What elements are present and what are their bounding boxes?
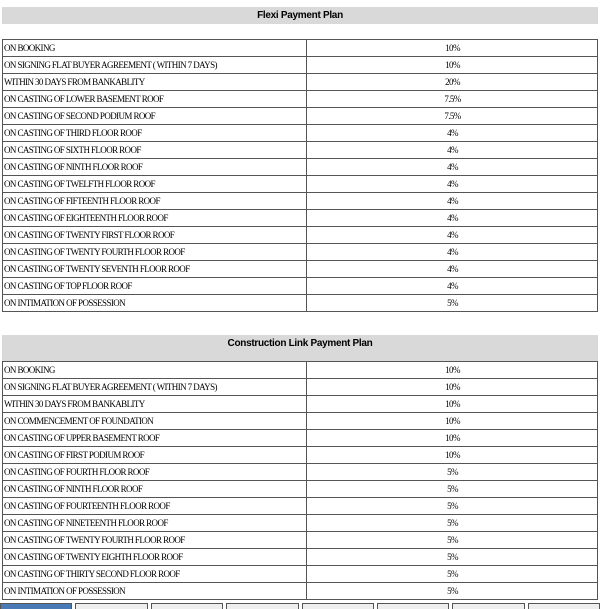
table-row [3,40,598,57]
installment-percent: 4% [307,159,598,176]
table-row [3,125,598,142]
payment-stage: ON INTIMATION OF POSSESSION [3,295,307,312]
installment-percent: 5% [307,549,598,566]
installment-percent: 5% [307,498,598,515]
installment-percent: 10% [307,57,598,74]
payment-stage: WITHIN 30 DAYS FROM BANKABLITY [3,396,307,413]
payment-stage: ON CASTING OF THIRD FLOOR ROOF [3,125,307,142]
payment-stage: WITHIN 30 DAYS FROM BANKABLITY [3,74,307,91]
payment-stage: ON CASTING OF UPPER BASEMENT ROOF [3,430,307,447]
table-row [3,261,598,278]
installment-percent: 4% [307,278,598,295]
payment-stage: ON CASTING OF TWENTY EIGHTH FLOOR ROOF [3,549,307,566]
tab[interactable] [151,603,223,609]
bottom-tab-strip [0,603,600,609]
flexi-plan-title: Flexi Payment Plan [2,7,598,24]
payment-stage: ON CASTING OF TWENTY FIRST FLOOR ROOF [3,227,307,244]
payment-stage: ON CASTING OF TWENTY FOURTH FLOOR ROOF [3,532,307,549]
installment-percent: 5% [307,481,598,498]
payment-stage: ON CASTING OF THIRTY SECOND FLOOR ROOF [3,566,307,583]
payment-stage: ON CASTING OF TOP FLOOR ROOF [3,278,307,295]
installment-percent: 5% [307,583,598,600]
payment-stage: ON CASTING OF SECOND PODIUM ROOF [3,108,307,125]
table-row [3,57,598,74]
construction-link-plan-table [2,361,598,600]
tab[interactable] [377,603,449,609]
table-row [3,74,598,91]
installment-percent: 10% [307,40,598,57]
payment-stage: ON CASTING OF TWELFTH FLOOR ROOF [3,176,307,193]
installment-percent: 7.5% [307,108,598,125]
table-row [3,413,598,430]
installment-percent: 10% [307,379,598,396]
installment-percent: 4% [307,210,598,227]
table-row [3,498,598,515]
installment-percent: 4% [307,244,598,261]
table-row [3,193,598,210]
table-row [3,108,598,125]
payment-stage: ON CASTING OF FIRST PODIUM ROOF [3,447,307,464]
payment-stage: ON CASTING OF NINTH FLOOR ROOF [3,159,307,176]
payment-stage: ON BOOKING [3,40,307,57]
construction-link-plan-title: Construction Link Payment Plan [2,335,598,361]
installment-percent: 4% [307,261,598,278]
tab[interactable] [528,603,600,609]
payment-stage: ON CASTING OF EIGHTEENTH FLOOR ROOF [3,210,307,227]
installment-percent: 4% [307,193,598,210]
payment-stage: ON CASTING OF TWENTY SEVENTH FLOOR ROOF [3,261,307,278]
table-row [3,295,598,312]
payment-stage: ON CASTING OF FOURTH FLOOR ROOF [3,464,307,481]
table-row [3,396,598,413]
table-row [3,227,598,244]
payment-stage: ON SIGNING FLAT BUYER AGREEMENT ( WITHIN 7 DAYS) [3,379,307,396]
tab[interactable] [226,603,298,609]
table-row [3,515,598,532]
installment-percent: 10% [307,362,598,379]
installment-percent: 4% [307,176,598,193]
payment-stage: ON CASTING OF FOURTEENTH FLOOR ROOF [3,498,307,515]
installment-percent: 4% [307,227,598,244]
table-row [3,464,598,481]
table-row [3,159,598,176]
installment-percent: 10% [307,430,598,447]
installment-percent: 4% [307,125,598,142]
installment-percent: 5% [307,464,598,481]
payment-stage: ON CASTING OF LOWER BASEMENT ROOF [3,91,307,108]
table-row [3,481,598,498]
table-row [3,362,598,379]
payment-stage: ON SIGNING FLAT BUYER AGREEMENT ( WITHIN 7 DAYS) [3,57,307,74]
tab[interactable] [452,603,524,609]
table-row [3,566,598,583]
table-row [3,176,598,193]
payment-stage: ON BOOKING [3,362,307,379]
table-row [3,549,598,566]
payment-stage: ON INTIMATION OF POSSESSION [3,583,307,600]
table-row [3,447,598,464]
table-row [3,91,598,108]
installment-percent: 5% [307,295,598,312]
table-row [3,278,598,295]
table-row [3,532,598,549]
tab[interactable] [302,603,374,609]
installment-percent: 10% [307,447,598,464]
installment-percent: 5% [307,532,598,549]
table-row [3,210,598,227]
installment-percent: 5% [307,566,598,583]
payment-stage: ON CASTING OF SIXTH FLOOR ROOF [3,142,307,159]
installment-percent: 5% [307,515,598,532]
tab[interactable] [75,603,147,609]
table-row [3,583,598,600]
table-row [3,142,598,159]
installment-percent: 10% [307,413,598,430]
payment-stage: ON COMMENCEMENT OF FOUNDATION [3,413,307,430]
payment-stage: ON CASTING OF TWENTY FOURTH FLOOR ROOF [3,244,307,261]
payment-stage: ON CASTING OF NINETEENTH FLOOR ROOF [3,515,307,532]
installment-percent: 7.5% [307,91,598,108]
flexi-plan-table [2,39,598,312]
payment-stage: ON CASTING OF NINTH FLOOR ROOF [3,481,307,498]
table-row [3,244,598,261]
installment-percent: 10% [307,396,598,413]
installment-percent: 20% [307,74,598,91]
installment-percent: 4% [307,142,598,159]
table-row [3,430,598,447]
table-row [3,379,598,396]
payment-stage: ON CASTING OF FIFTEENTH FLOOR ROOF [3,193,307,210]
tab[interactable] [0,603,72,609]
